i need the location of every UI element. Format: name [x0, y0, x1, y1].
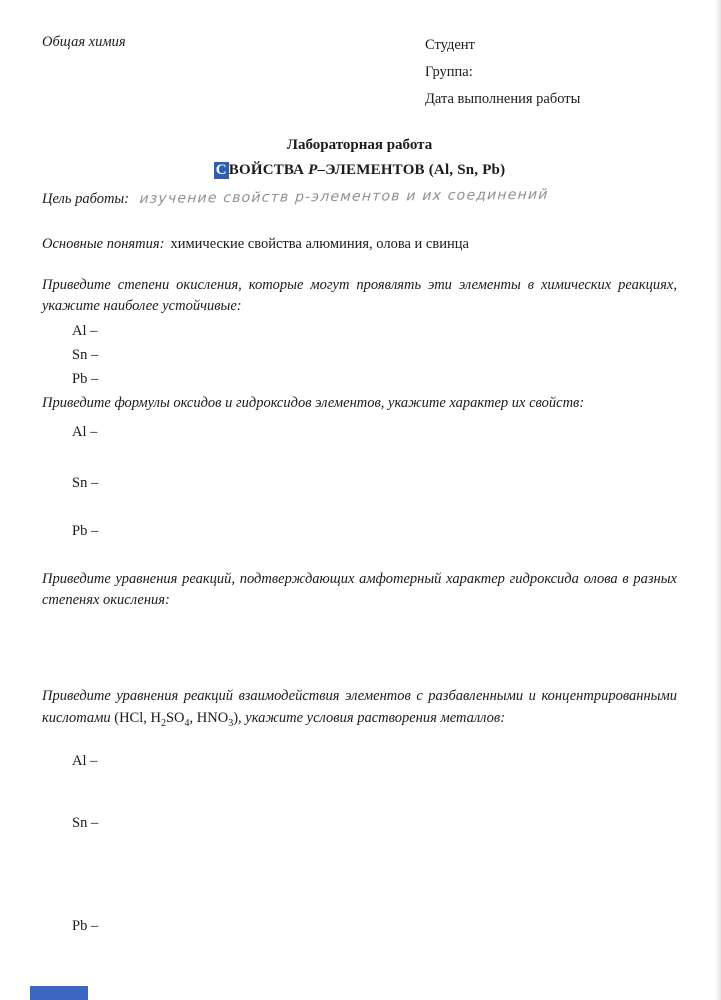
element-row-pb: Pb – — [72, 523, 99, 539]
scan-edge-shadow — [715, 0, 721, 1000]
formula-sub-2: 2 — [160, 717, 166, 729]
subtitle-word-rest: ВОЙСТВА — [228, 162, 309, 178]
oxides-prompt: Приведите формулы оксидов и гидроксидов элементов, укажите характер их свойств: — [42, 395, 585, 411]
formula-sub-4: 4 — [184, 717, 190, 729]
course-title: Общая химия — [42, 34, 126, 50]
concepts-label: Основные понятия: — [42, 236, 165, 252]
subtitle-p-letter: Р — [308, 162, 318, 178]
acids-prompt-part1: Приведите уравнения реакций взаимодействия элементов с разбавленными и концентрированными кислотами — [42, 688, 677, 726]
formula-sub-3: 3 — [228, 717, 234, 729]
title-block — [42, 137, 677, 179]
oxidation-prompt: Приведите степени окисления, которые могут проявлять эти элементы в химических реакциях, укажите наиболее устойчивые: — [42, 277, 677, 314]
element-row-sn: Sn – — [72, 475, 99, 491]
amphoteric-prompt: Приведите уравнения реакций, подтверждающих амфотерный характер гидроксида олова в разных степенях окисления: — [42, 571, 677, 608]
formula-hcl-h: (HCl, H — [114, 710, 161, 726]
acids-prompt-part2: , укажите условия растворения металлов: — [238, 710, 506, 726]
goal-label: Цель работы: — [42, 191, 130, 207]
concepts-text: химические свойства алюминия, олова и свинца — [170, 236, 469, 252]
acids-prompt — [42, 685, 677, 729]
highlighted-letter: С — [215, 162, 227, 178]
element-row-sn: Sn – — [72, 347, 99, 363]
date-label: Дата выполнения работы — [425, 91, 581, 107]
student-info-block — [425, 32, 677, 113]
formula-so: SO — [165, 710, 185, 726]
student-label: Студент — [425, 37, 475, 53]
element-row-pb: Pb – — [72, 371, 99, 387]
oxidation-answer-list — [72, 319, 677, 391]
formula-hno: , HNO — [189, 710, 229, 726]
concepts-line — [42, 236, 677, 253]
element-row-sn: Sn – — [72, 815, 99, 831]
goal-line — [42, 186, 677, 208]
element-row-al: Al – — [72, 424, 98, 440]
handwritten-answer: изучение свойств р-элементов и их соединений — [139, 186, 550, 207]
work-subtitle — [42, 162, 677, 179]
group-label: Группа: — [425, 64, 473, 80]
element-row-pb: Pb – — [72, 918, 99, 934]
work-title: Лабораторная работа — [286, 137, 433, 153]
formula-close-paren: ) — [233, 710, 239, 726]
subtitle-rest: –ЭЛЕМЕНТОВ (Al, Sn, Pb) — [317, 162, 506, 178]
bottom-blue-scan-artifact — [30, 986, 88, 1000]
element-row-al: Al – — [72, 753, 98, 769]
element-row-al: Al – — [72, 323, 98, 339]
document-header — [42, 32, 677, 113]
